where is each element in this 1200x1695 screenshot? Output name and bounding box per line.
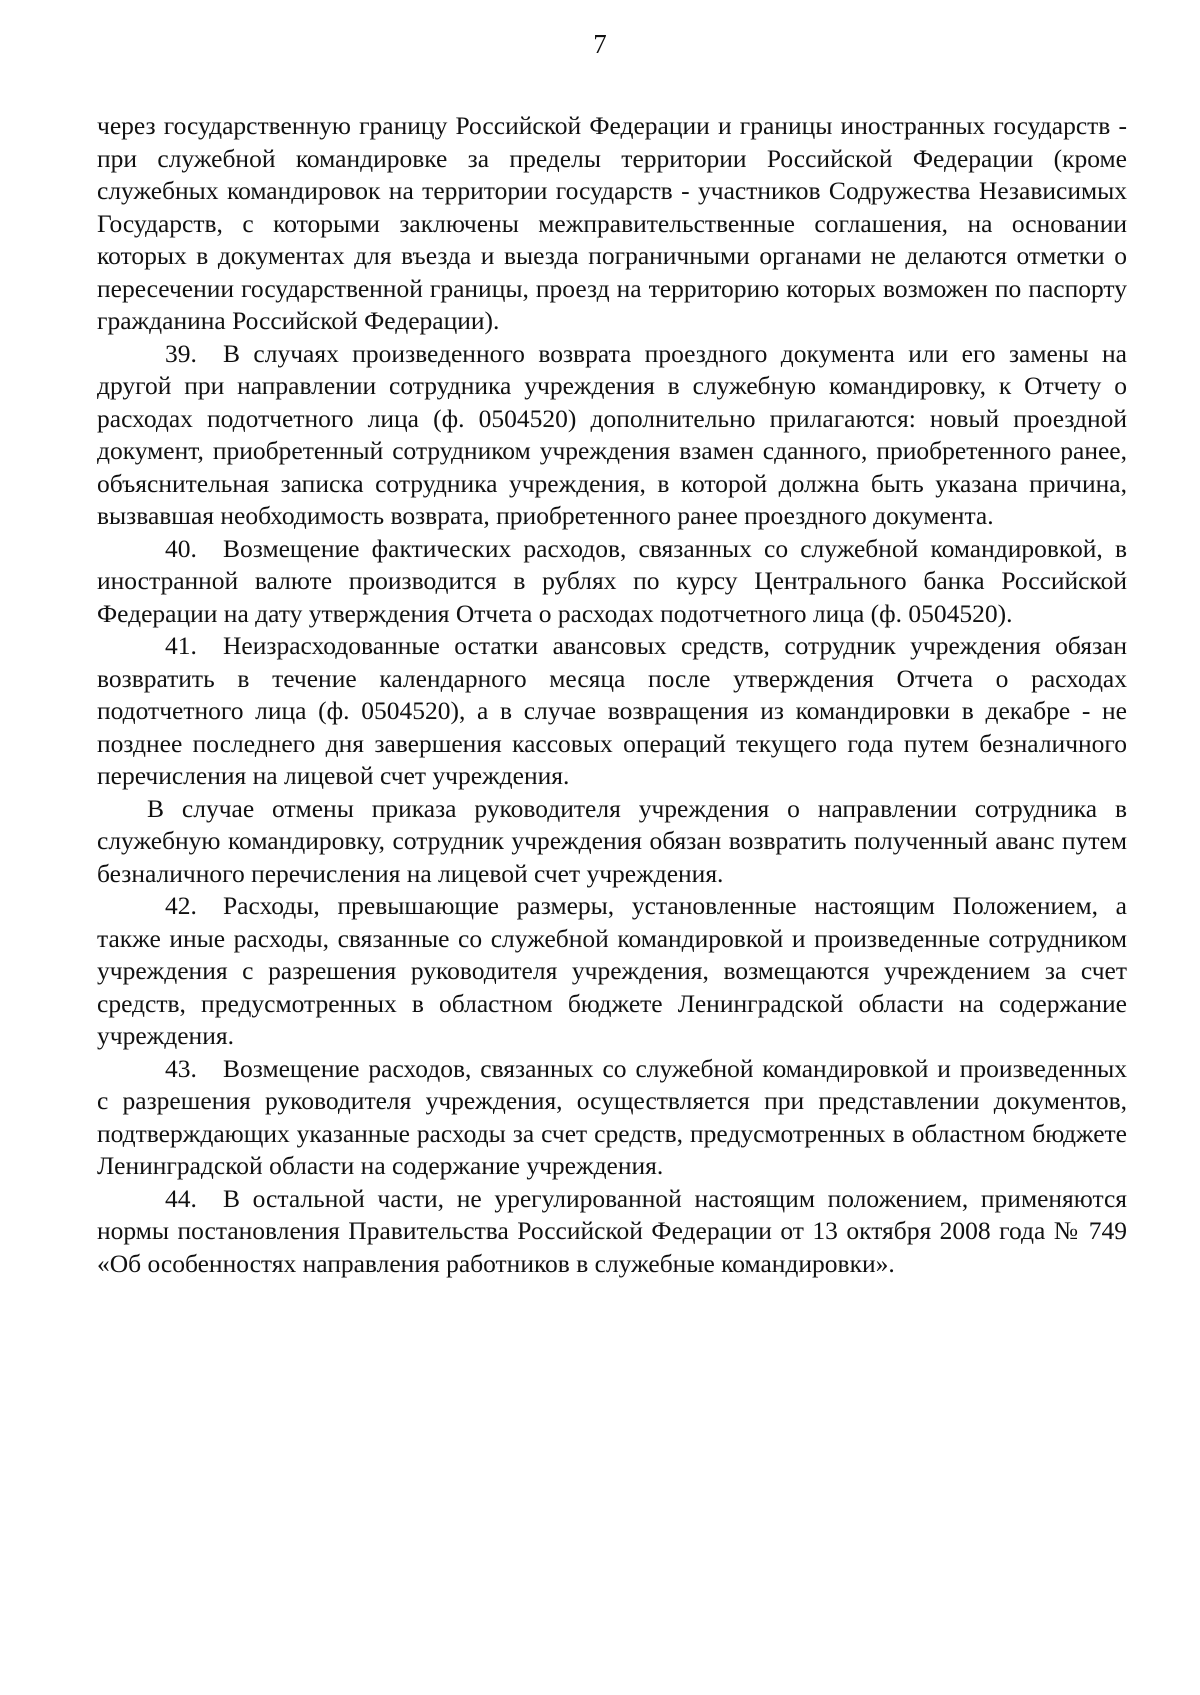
page-number: 7: [593, 29, 607, 59]
paragraph-text: Неизрасходованные остатки авансовых средств, сотрудник учреждения обязан возвратить в течение календарного месяца после утверждения Отчета о расходах подотчетного лица (ф. 0504520), а в случае возвращения из командировки в декабре - не позднее последнего дня завершения кассовых операций текущего года путем безналичного перечисления на лицевой счет учреждения.: [97, 631, 1127, 790]
paragraph-text: В остальной части, не урегулированной настоящим положением, применяются нормы постановления Правительства Российской Федерации от 13 октября 2008 года № 749 «Об особенностях направления работников в служебные командировки».: [97, 1183, 1127, 1278]
paragraph-text: В случае отмены приказа руководителя учреждения о направлении сотрудника в служебную командировку, сотрудник учреждения обязан возвратить полученный аванс путем безналичного перечисления на лицевой счет учреждения.: [97, 793, 1127, 888]
paragraph-number: 40.: [165, 533, 197, 563]
paragraph-41: [97, 630, 1127, 793]
paragraph-44: [97, 1183, 1127, 1281]
paragraph-text: через государственную границу Российской Федерации и границы иностранных государств - при служебной командировке за пределы территории Российской Федерации (кроме служебных командировок на территории государств - участников Содружества Независимых Государств, с которыми заключены межправительственные соглашения, на основании которых в документах для въезда и выезда пограничными органами не делаются отметки о пересечении государственной границы, проезд на территорию которых возможен по паспорту гражданина Российской Федерации).: [97, 111, 1127, 335]
paragraph-number: 42.: [165, 891, 197, 920]
paragraph-text: Возмещение расходов, связанных со служебной командировкой и произведенных с разрешения руководителя учреждения, осуществляется при представлении документов, подтверждающих указанные расходы за счет средств, предусмотренных в областном бюджете Ленинградской области на содержание учреждения.: [97, 1053, 1127, 1180]
paragraph-number: 44.: [165, 1183, 197, 1213]
document-body: [97, 110, 1127, 1280]
paragraph-text: В случаях произведенного возврата проездного документа или его замены на другой при направлении сотрудника учреждения в служебную командировку, к Отчету о расходах подотчетного лица (ф. 0504520) дополнительно прилагаются: новый проездной документ, приобретенный сотрудником учреждения взамен сданного, приобретенного ранее, объяснительная записка сотрудника учреждения, в которой должна быть указана причина, вызвавшая необходимость возврата, приобретенного ранее проездного документа.: [97, 338, 1127, 530]
paragraph-number: 43.: [165, 1053, 197, 1083]
paragraph-39: [97, 338, 1127, 533]
paragraph-text: Возмещение фактических расходов, связанных со служебной командировкой, в иностранной валюте производится в рублях по курсу Центрального банка Российской Федерации на дату утверждения Отчета о расходах подотчетного лица (ф. 0504520).: [97, 533, 1127, 628]
paragraph-42: [97, 890, 1127, 1053]
paragraph-number: 39.: [165, 338, 197, 368]
paragraph-text: Расходы, превышающие размеры, установленные настоящим Положением, а также иные расходы, связанные со служебной командировкой и произведенные сотрудником учреждения с разрешения руководителя учреждения, возмещаются учреждением за счет средств, предусмотренных в областном бюджете Ленинградской области на содержание учреждения.: [97, 891, 1127, 1050]
paragraph-40: [97, 533, 1127, 631]
paragraph-continued: [97, 110, 1127, 338]
paragraph-43: [97, 1053, 1127, 1183]
paragraph-41-continued: [97, 793, 1127, 891]
paragraph-number: 41.: [165, 631, 197, 660]
